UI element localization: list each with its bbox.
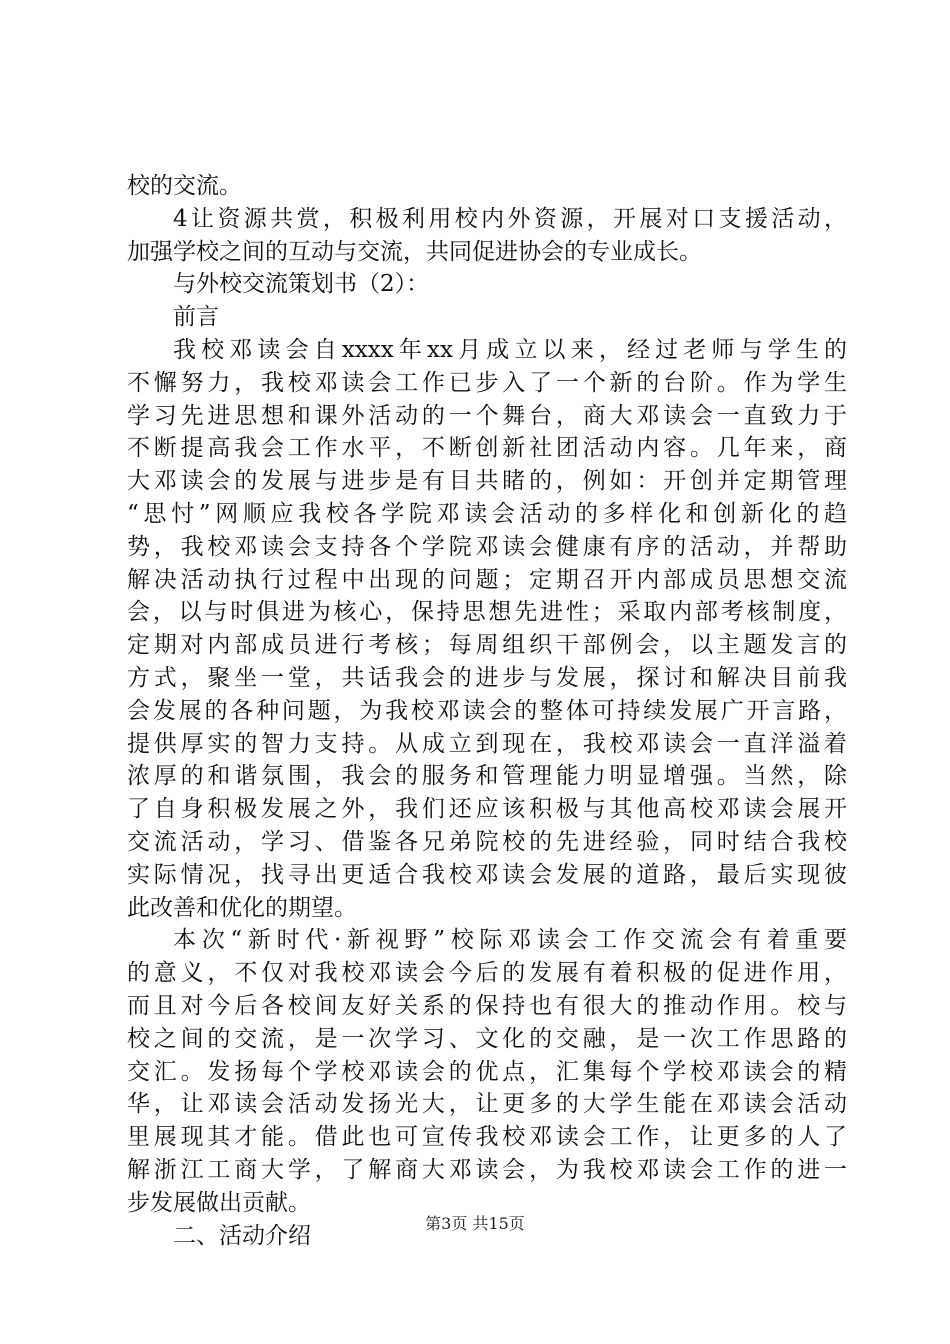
text-line: 华，让邓读会活动发扬光大，让更多的大学生能在邓读会活动 — [127, 1091, 847, 1118]
text-line: 加强学校之间的互动与交流，共同促进协会的专业成长。 — [127, 238, 702, 265]
text-line: 浓厚的和谐氛围，我会的服务和管理能力明显增强。当然，除 — [127, 763, 847, 790]
text-line: 本次“新时代·新视野”校际邓读会工作交流会有着重要 — [173, 927, 847, 954]
text-line: 里展现其才能。借此也可宣传我校邓读会工作，让更多的人了 — [127, 1124, 847, 1151]
text-line: 会，以与时俱进为核心，保持思想先进性；采取内部考核制度， — [127, 599, 847, 626]
text-line: 方式，聚坐一堂，共话我会的进步与发展，探讨和解决目前我 — [127, 664, 847, 691]
text-line: 交汇。发扬每个学校邓读会的优点，汇集每个学校邓读会的精 — [127, 1058, 847, 1085]
text-line: 步发展做出贡献。 — [127, 1189, 311, 1216]
text-line: 实际情况，找寻出更适合我校邓读会发展的道路，最后实现彼 — [127, 861, 847, 888]
text-line: 会发展的各种问题，为我校邓读会的整体可持续发展广开言路， — [127, 697, 847, 724]
text-line: 学习先进思想和课外活动的一个舞台，商大邓读会一直致力于 — [127, 402, 847, 429]
page-footer: 第3页 共15页 — [425, 1214, 525, 1233]
text-line: 解浙江工商大学，了解商大邓读会，为我校邓读会工作的进一 — [127, 1156, 847, 1183]
text-line: 我校邓读会自xxxx年xx月成立以来，经过老师与学生的 — [173, 336, 847, 363]
text-line: 4让资源共赏，积极利用校内外资源，开展对口支援活动， — [173, 205, 847, 232]
text-line: “思忖”网顺应我校各学院邓读会活动的多样化和创新化的趋 — [127, 500, 847, 527]
text-line: 二、活动介绍 — [173, 1222, 311, 1249]
text-line: 解决活动执行过程中出现的问题；定期召开内部成员思想交流 — [127, 566, 847, 593]
text-line: 的意义，不仅对我校邓读会今后的发展有着积极的促进作用， — [127, 960, 847, 987]
text-line: 大邓读会的发展与进步是有目共睹的，例如：开创并定期管理 — [127, 468, 847, 495]
text-line: 校的交流。 — [127, 173, 242, 199]
text-line: 与外校交流策划书（2）： — [173, 271, 430, 298]
text-line: 不懈努力，我校邓读会工作已步入了一个新的台阶。作为学生 — [127, 369, 847, 396]
text-line: 不断提高我会工作水平，不断创新社团活动内容。几年来，商 — [127, 435, 847, 462]
text-line: 交流活动，学习、借鉴各兄弟院校的先进经验，同时结合我校 — [127, 828, 847, 855]
text-line: 此改善和优化的期望。 — [127, 894, 357, 921]
text-line: 而且对今后各校间友好关系的保持也有很大的推动作用。校与 — [127, 992, 847, 1019]
text-line: 了自身积极发展之外，我们还应该积极与其他高校邓读会展开 — [127, 796, 847, 823]
text-line: 定期对内部成员进行考核；每周组织干部例会，以主题发言的 — [127, 632, 847, 659]
text-line: 校之间的交流，是一次学习、文化的交融，是一次工作思路的 — [127, 1025, 847, 1052]
text-line: 提供厚实的智力支持。从成立到现在，我校邓读会一直洋溢着 — [127, 730, 847, 757]
text-line: 前言 — [173, 304, 219, 331]
document-body — [127, 170, 847, 1252]
text-line: 势，我校邓读会支持各个学院邓读会健康有序的活动，并帮助 — [127, 533, 847, 560]
